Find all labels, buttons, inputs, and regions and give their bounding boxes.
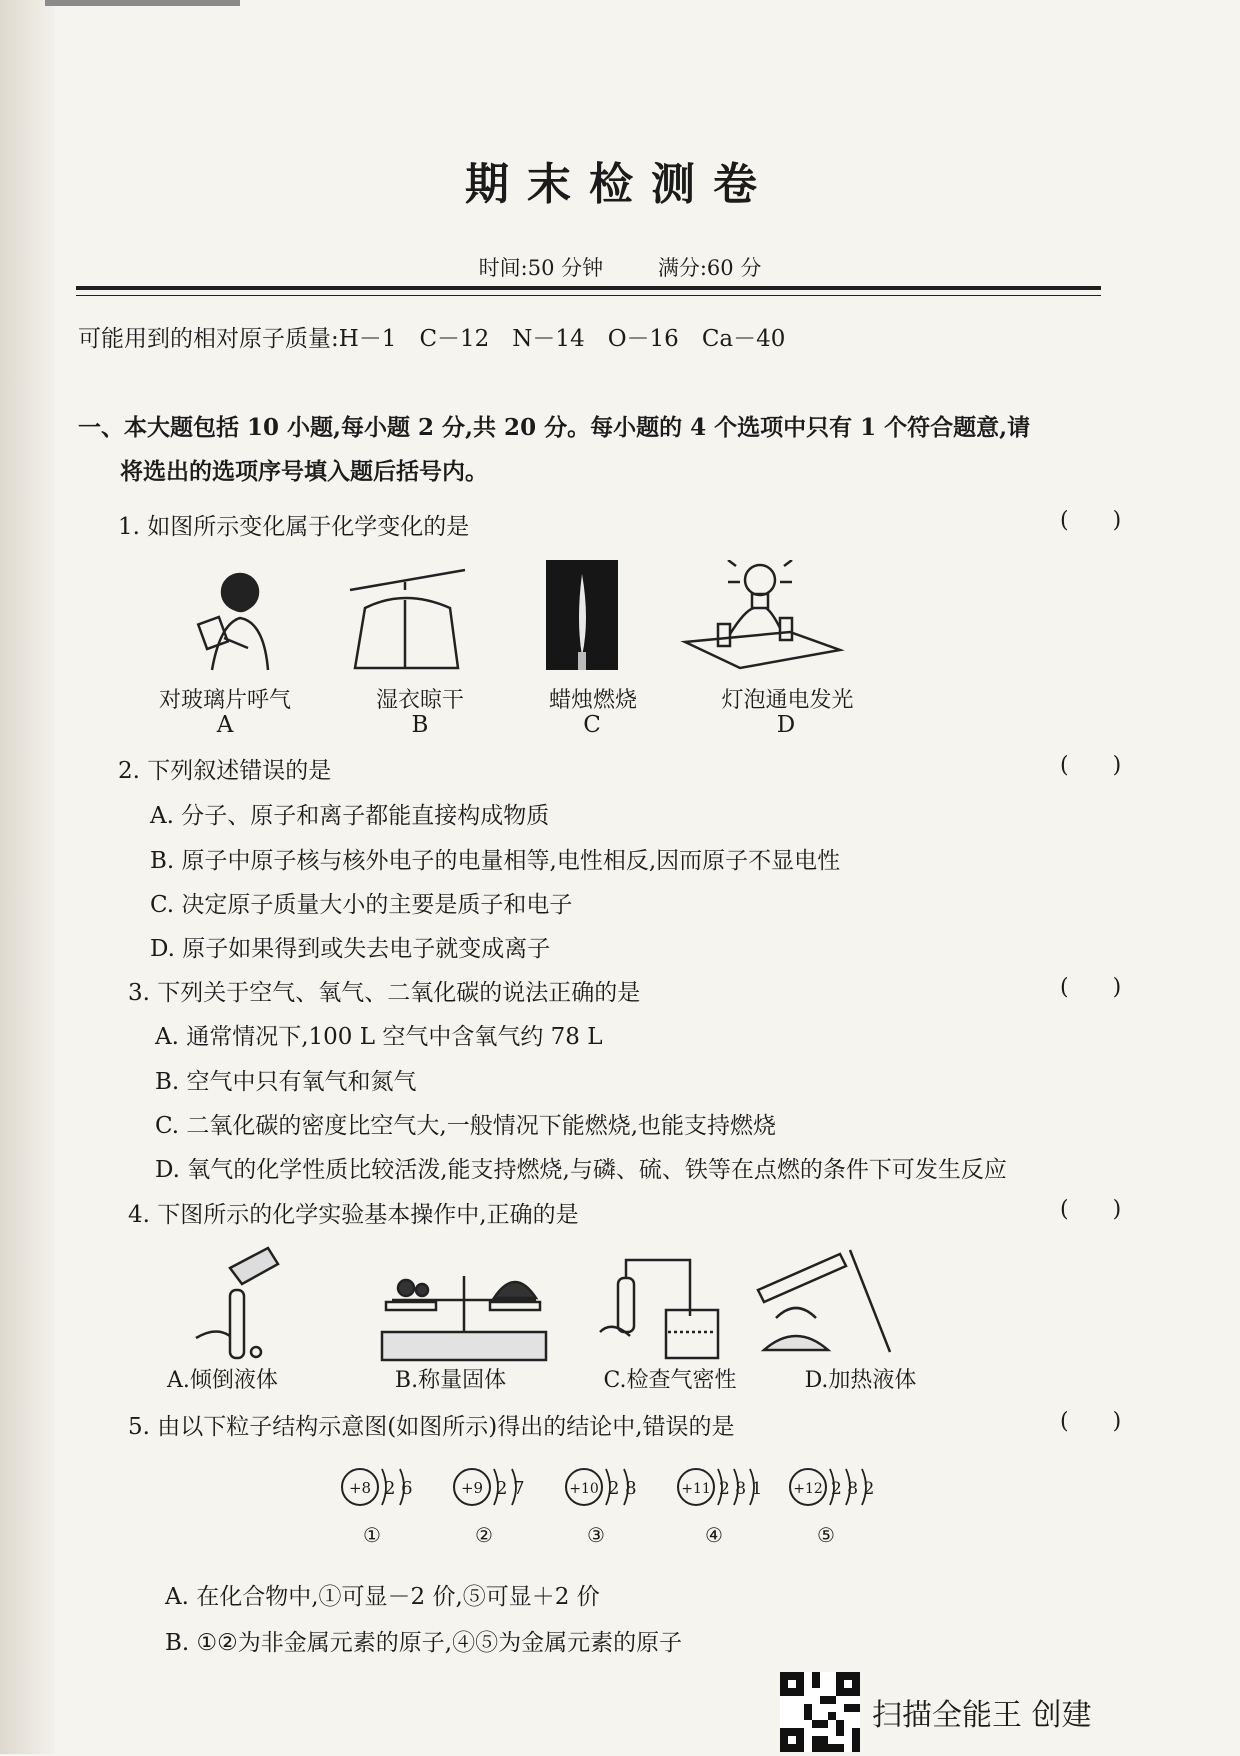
q4-stem: 4. 下图所示的化学实验基本操作中,正确的是 [128, 1202, 579, 1228]
particle-5-nucleus: +12 [793, 1481, 823, 1497]
particle-3 [566, 1469, 637, 1547]
q3-option-c: C. 二氧化碳的密度比空气大,一般情况下能燃烧,也能支持燃烧 [155, 1113, 777, 1139]
particle-2-label: ② [475, 1523, 493, 1547]
q1-caption-a: 对玻璃片呼气 [158, 688, 291, 713]
scan-top-mark [45, 0, 240, 6]
scanner-watermark: 扫描全能王 创建 [872, 1698, 1092, 1733]
q4-caption-b: B.称量固体 [394, 1368, 507, 1393]
q2-stem: 2. 下列叙述错误的是 [118, 758, 332, 784]
pouring-liquid-icon [196, 1248, 278, 1358]
q2-option-b: B. 原子中原子核与核外电子的电量相等,电性相反,因而原子不显电性 [150, 848, 841, 874]
q3-option-b: B. 空气中只有氧气和氮气 [155, 1069, 417, 1095]
heating-liquid-icon [758, 1250, 890, 1352]
q1-letter-a: A [216, 712, 234, 738]
q2-option-c: C. 决定原子质量大小的主要是质子和电子 [150, 892, 573, 918]
light-bulb-circuit-icon [685, 560, 840, 668]
q4-caption-a: A.倾倒液体 [167, 1368, 278, 1393]
particle-1 [342, 1469, 413, 1547]
qr-code-icon [780, 1672, 860, 1752]
hanging-shirt-icon [350, 570, 465, 668]
q4-caption-c: C.检查气密性 [603, 1368, 737, 1393]
particle-4 [678, 1469, 762, 1547]
section-one-instructions [78, 406, 1148, 494]
q3-option-a: A. 通常情况下,100 L 空气中含氧气约 78 L [155, 1024, 603, 1050]
q4-caption-d: D.加热液体 [804, 1368, 917, 1393]
page-title: 期末检测卷 [465, 159, 775, 210]
q5-answer-paren: ( ) [1060, 1409, 1122, 1434]
particle-3-shells: 2 8 [608, 1478, 637, 1499]
q1-letter-b: B [411, 712, 429, 738]
exam-time: 时间:50 分钟 [478, 256, 604, 280]
burning-candle-icon [546, 560, 618, 670]
particle-2-shells: 2 7 [496, 1478, 525, 1499]
q1-caption-d: 灯泡通电发光 [721, 688, 854, 713]
q2-answer-paren: ( ) [1060, 753, 1122, 778]
particle-5-label: ⑤ [817, 1523, 835, 1547]
breathing-on-glass-icon [198, 574, 268, 670]
q5-option-b: B. ①②为非金属元素的原子,④⑤为金属元素的原子 [165, 1630, 683, 1656]
q1-stem: 1. 如图所示变化属于化学变化的是 [118, 514, 470, 540]
exam-score: 满分:60 分 [657, 256, 762, 280]
header-rule-thick [76, 286, 1101, 290]
particle-4-shells: 2 8 1 [719, 1479, 763, 1499]
q1-letter-c: C [583, 712, 601, 738]
q3-stem: 3. 下列关于空气、氧气、二氧化碳的说法正确的是 [128, 980, 641, 1006]
particle-2-nucleus: +9 [460, 1479, 484, 1497]
particle-1-label: ① [363, 1523, 381, 1547]
particle-3-label: ③ [587, 1523, 605, 1547]
balance-scale-icon [382, 1276, 546, 1360]
q1-letter-d: D [776, 712, 796, 738]
q3-answer-paren: ( ) [1060, 975, 1122, 1000]
q1-caption-b: 湿衣晾干 [375, 688, 464, 713]
section-one-line2: 将选出的选项序号填入题后括号内。 [120, 458, 488, 485]
particle-5 [790, 1469, 874, 1547]
particle-1-nucleus: +8 [348, 1479, 372, 1497]
q5-option-a: A. 在化合物中,①可显－2 价,⑤可显＋2 价 [165, 1584, 600, 1610]
q4-figures [160, 1240, 960, 1365]
q1-answer-paren: ( ) [1060, 508, 1122, 533]
atomic-masses: 可能用到的相对原子质量:H－1 C－12 N－14 O－16 Ca－40 [78, 326, 786, 352]
q2-option-a: A. 分子、原子和离子都能直接构成物质 [150, 803, 550, 829]
gas-tightness-check-icon [600, 1260, 718, 1358]
particle-4-nucleus: +11 [681, 1481, 711, 1497]
particle-2 [454, 1469, 525, 1547]
q3-option-d: D. 氧气的化学性质比较活泼,能支持燃烧,与磷、硫、铁等在点燃的条件下可发生反应 [155, 1157, 1007, 1183]
particle-structure-diagrams [330, 1455, 890, 1555]
q1-caption-c: 蜡烛燃烧 [548, 688, 637, 713]
particle-5-shells: 2 8 2 [831, 1479, 875, 1499]
particle-1-shells: 2 6 [384, 1478, 413, 1499]
q1-figures [140, 560, 1020, 680]
section-one-line1: 一、本大题包括 10 小题,每小题 2 分,共 20 分。每小题的 4 个选项中只有 1 个符合题意,请 [78, 414, 1031, 441]
exam-info [0, 252, 1240, 282]
q5-stem: 5. 由以下粒子结构示意图(如图所示)得出的结论中,错误的是 [128, 1414, 735, 1440]
q4-answer-paren: ( ) [1060, 1197, 1122, 1222]
header-rule-thin [76, 295, 1101, 296]
particle-3-nucleus: +10 [569, 1481, 599, 1497]
q2-option-d: D. 原子如果得到或失去电子就变成离子 [150, 936, 551, 962]
particle-4-label: ④ [705, 1523, 723, 1547]
